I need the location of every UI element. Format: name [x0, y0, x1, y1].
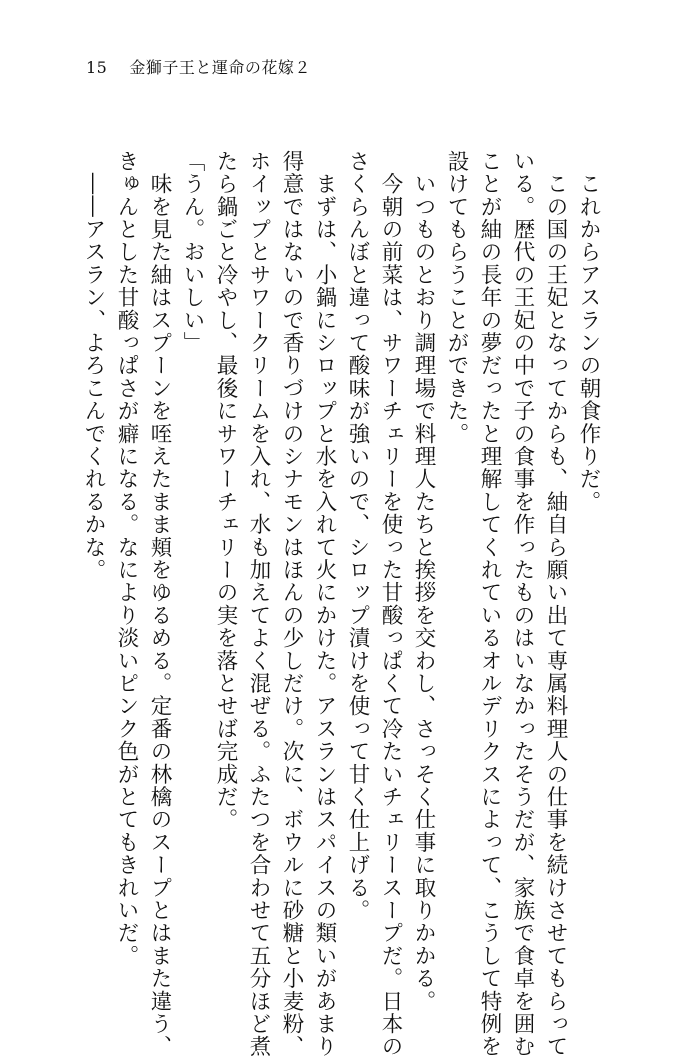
text-line: 設けてもらうことができた。 — [444, 150, 469, 446]
text-line: いつものとおり調理場で料理人たちと挨拶を交わし、さっそく仕事に取りかかる。 — [411, 150, 436, 1013]
text-line: ――アスラン、よろこんでくれるかな。 — [81, 150, 106, 582]
text-line: ホイップとサワークリームを入れ、水も加えてよく混ぜる。ふたつを合わせて五分ほど煮 — [246, 150, 271, 1058]
running-header — [86, 58, 311, 78]
text-line: まずは、小鍋にシロップと水を入れて火にかけた。アスランはスパイスの類いがあまり — [312, 150, 337, 1058]
text-line: ことが紬の長年の夢だったと理解してくれているオルデリクスによって、こうして特例を — [477, 150, 502, 1058]
text-line: 得意ではないので香りづけのシナモンはほんの少しだけ。次に、ボウルに砂糖と小麦粉、 — [279, 150, 304, 1058]
page-number: 15 — [86, 58, 108, 77]
book-title: 金獅子王と運命の花嫁２ — [129, 58, 311, 77]
text-line: この国の王妃となってからも、紬自ら願い出て専属料理人の仕事を続けさせてもらって — [543, 150, 568, 1058]
text-line: さくらんぼと違って酸味が強いので、シロップ漬けを使って甘く仕上げる。 — [345, 150, 370, 922]
text-line: 「うん。おいしい」 — [180, 150, 205, 355]
text-line: これからアスランの朝食作りだ。 — [576, 150, 601, 514]
vertical-body-text — [81, 150, 605, 1058]
text-line: 今朝の前菜は、サワーチェリーを使った甘酸っぱくて冷たいチェリースープだ。日本の — [378, 150, 403, 1058]
text-line: いる。歴代の王妃の中で子の食事を作ったものはいなかったそうだが、家族で食卓を囲む — [510, 150, 535, 1058]
text-line: きゅんとした甘酸っぱさが癖になる。なにより淡いピンク色がとてもきれいだ。 — [114, 150, 139, 968]
text-line: たら鍋ごと冷やし、最後にサワーチェリーの実を落とせば完成だ。 — [213, 150, 238, 831]
text-line: 味を見た紬はスプーンを咥えたまま頬をゆるめる。定番の林檎のスープとはまた違う、 — [147, 150, 172, 1058]
